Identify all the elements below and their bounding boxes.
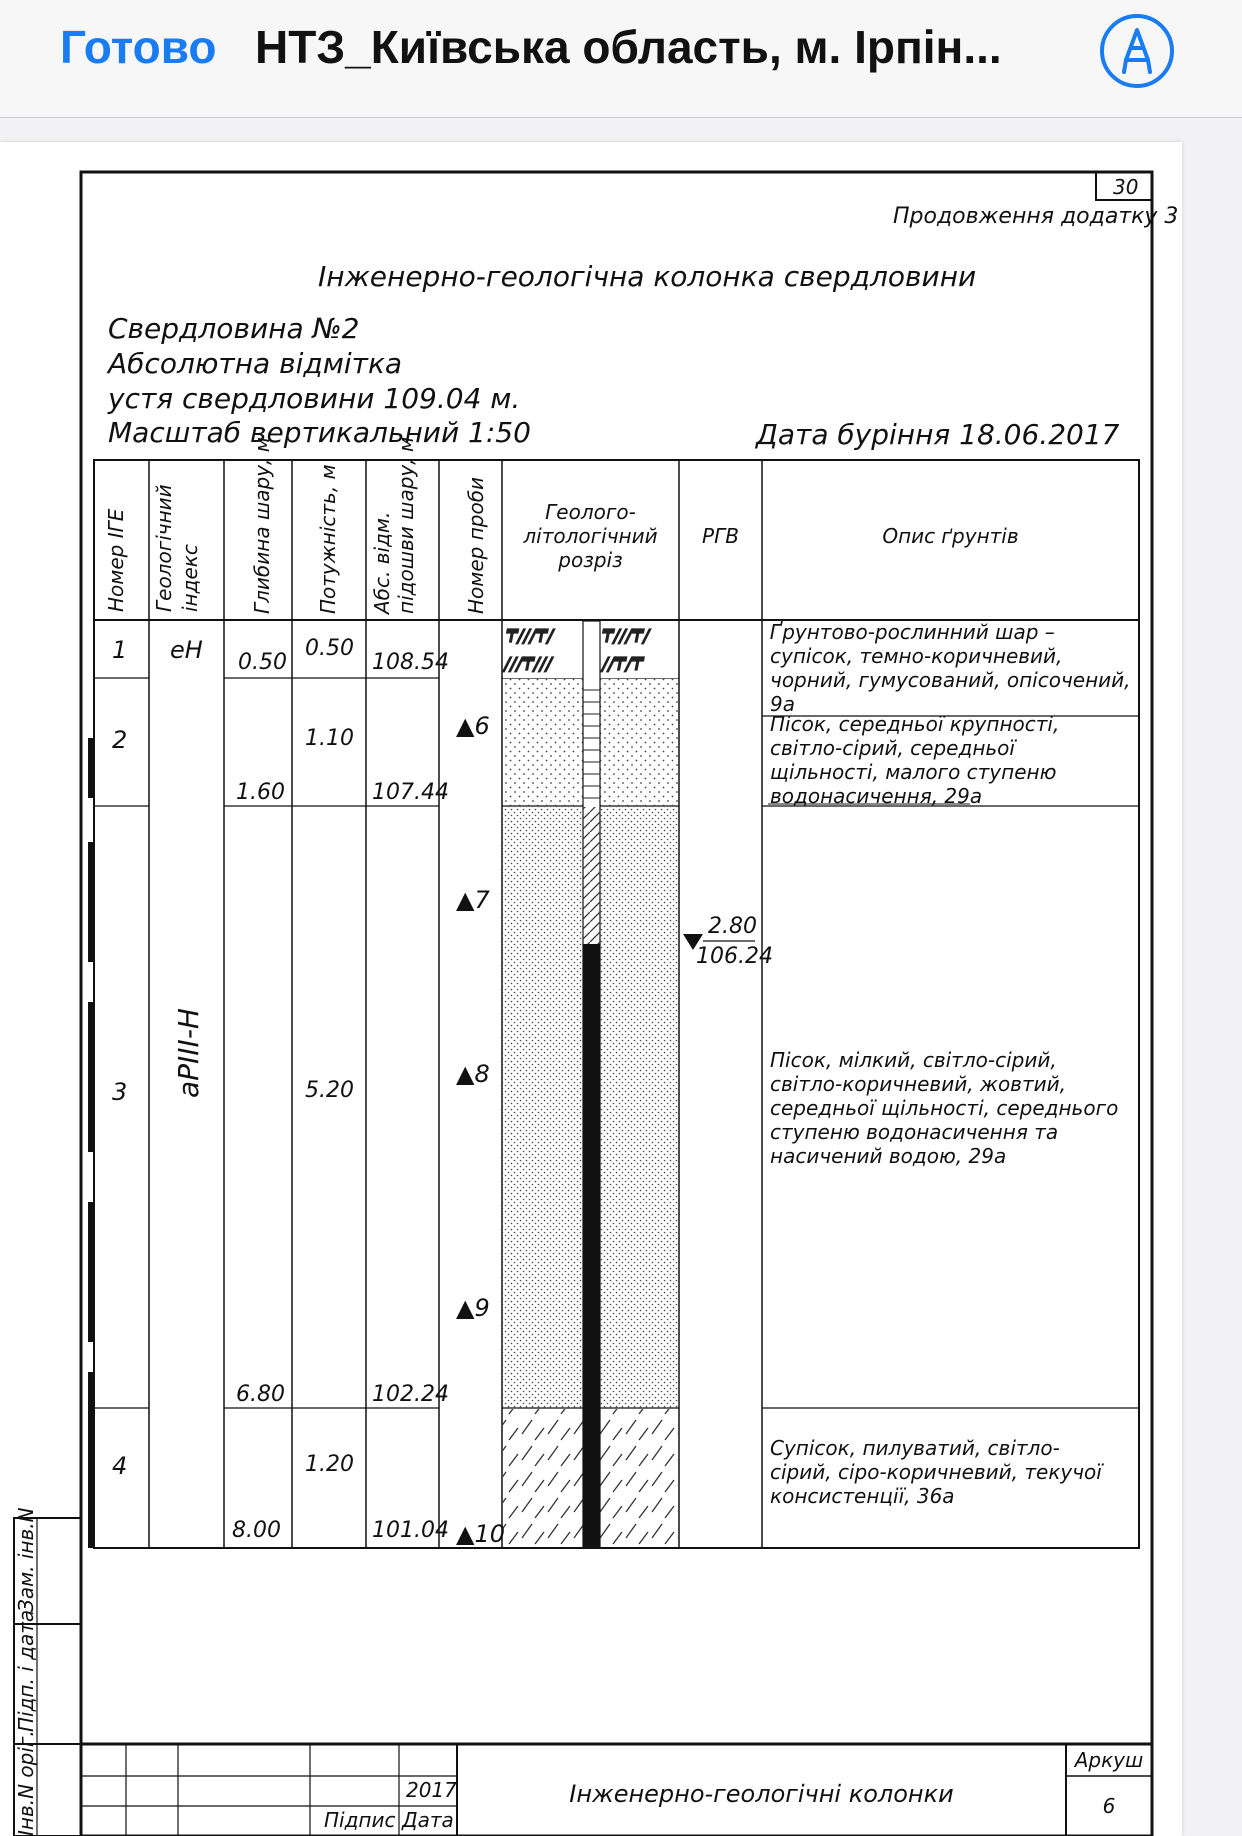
row3-desc-line1: Пісок, мілкий, світло-сірий,: [770, 1048, 1057, 1072]
svg-text:₸///₸/: ₸///₸/: [506, 626, 554, 647]
row3-thickness: 5.20: [305, 1078, 354, 1103]
svg-text:///₸///: ///₸///: [504, 654, 552, 675]
done-button[interactable]: Готово: [60, 21, 217, 73]
sample-10: ▲10: [456, 1520, 505, 1548]
row2-abs: 107.44: [372, 780, 449, 805]
row4-desc-line3: консистенції, 36а: [770, 1484, 955, 1508]
stamp-zam: Зам. інв.N: [14, 1507, 38, 1612]
row2-desc-line3: щільності, малого ступеню: [770, 760, 1057, 784]
row4-thickness: 1.20: [305, 1452, 354, 1477]
header-rgv: РГВ: [702, 524, 739, 548]
header-ige: Номер ІГЕ: [104, 508, 128, 612]
row2-ige: 2: [112, 726, 128, 754]
stamp-pidp: Підп. і дата: [14, 1609, 38, 1732]
abs-mark-line1: Абсолютна відмітка: [108, 347, 403, 380]
drill-date: Дата буріння 18.06.2017: [756, 418, 1120, 451]
row1-desc-line3: чорний, гумусований, опісочений,: [770, 668, 1131, 692]
row4-desc-line1: Супісок, пилуватий, світло-: [770, 1436, 1060, 1460]
row3-desc-line2: світло-коричневий, жовтий,: [770, 1072, 1066, 1096]
sheet-title: Інженерно-геологічна колонка свердловини: [318, 260, 977, 293]
row2-desc-line1: Пісок, середньої крупності,: [770, 712, 1060, 736]
row4-ige: 4: [112, 1452, 128, 1480]
groundwater-abs: 106.24: [696, 944, 773, 969]
row1-desc-line4: 9а: [770, 692, 795, 716]
row1-desc-line1: Ґрунтово-рослинний шар –: [770, 620, 1055, 644]
vertical-scale: Масштаб вертикальний 1:50: [108, 416, 531, 449]
shared-geo-index: aPIII-H: [172, 1008, 205, 1098]
top-toolbar: [0, 0, 1242, 118]
continuation-label: Продовження додатку 3: [893, 204, 1179, 229]
well-name: Свердловина №2: [108, 312, 360, 345]
row2-thickness: 1.10: [305, 726, 354, 751]
sample-6: ▲6: [456, 712, 490, 740]
row3-depth: 6.80: [236, 1382, 285, 1407]
header-thickness: Потужність, м: [316, 464, 340, 614]
header-section-1: Геолого-: [545, 500, 636, 524]
row3-ige: 3: [112, 1078, 128, 1106]
tb-date: Дата: [402, 1808, 454, 1832]
header-section-2: літологічний: [523, 524, 658, 548]
groundwater-depth: 2.80: [708, 914, 757, 939]
svg-text://₸/₸: //₸/₸: [602, 654, 644, 675]
header-abs-1: Абс. відм.: [370, 511, 394, 614]
page-number: 30: [1113, 175, 1139, 199]
document-page[interactable]: [0, 142, 1182, 1836]
header-section-3: розріз: [558, 548, 623, 572]
header-geo-index-2: індекс: [178, 544, 202, 612]
markup-pen-icon[interactable]: [1100, 14, 1174, 88]
row1-depth: 0.50: [238, 650, 287, 675]
row4-desc-line2: сірий, сіро-коричневий, текучої: [770, 1460, 1102, 1484]
stamp-inv: Інв.N оріг.: [14, 1730, 38, 1836]
row1-index: eH: [170, 636, 203, 664]
document-title: НТЗ_Київська область, м. Ірпін...: [255, 21, 1002, 73]
abs-mark-line2: устя свердловини 109.04 м.: [108, 382, 521, 415]
row1-abs: 108.54: [372, 650, 449, 675]
row3-desc-line3: середньої щільності, середнього: [770, 1096, 1119, 1120]
tb-year: 2017: [406, 1778, 457, 1802]
tb-sheet-no: 6: [1102, 1794, 1116, 1818]
tb-name: Інженерно-геологічні колонки: [569, 1780, 954, 1808]
tb-sheet-label: Аркуш: [1074, 1748, 1144, 1772]
sample-8: ▲8: [456, 1060, 490, 1088]
svg-text:₸///₸/: ₸///₸/: [602, 626, 650, 647]
row2-desc-line4: водонасичення, 29а: [770, 784, 983, 808]
tb-sign: Підпис: [324, 1808, 396, 1832]
row4-depth: 8.00: [232, 1518, 281, 1543]
row1-thickness: 0.50: [305, 636, 354, 661]
header-abs-2: підошви шару, м: [394, 436, 418, 614]
row3-desc-line4: ступеню водонасичення та: [770, 1120, 1059, 1144]
row2-depth: 1.60: [236, 780, 285, 805]
header-sample: Номер проби: [464, 476, 488, 614]
sample-9: ▲9: [456, 1294, 490, 1322]
row1-desc-line2: супісок, темно-коричневий,: [770, 644, 1063, 668]
row1-ige: 1: [112, 636, 128, 664]
drawing-sheet: [0, 142, 1182, 1836]
row2-desc-line2: світло-сірий, середньої: [770, 736, 1015, 760]
header-depth: Глибина шару, м: [250, 437, 274, 614]
row4-abs: 101.04: [372, 1518, 449, 1543]
header-description: Опис ґрунтів: [882, 524, 1019, 548]
row3-abs: 102.24: [372, 1382, 449, 1407]
sample-7: ▲7: [456, 886, 490, 914]
header-geo-index-1: Геологічний: [152, 484, 176, 612]
row3-desc-line5: насичений водою, 29а: [770, 1144, 1007, 1168]
